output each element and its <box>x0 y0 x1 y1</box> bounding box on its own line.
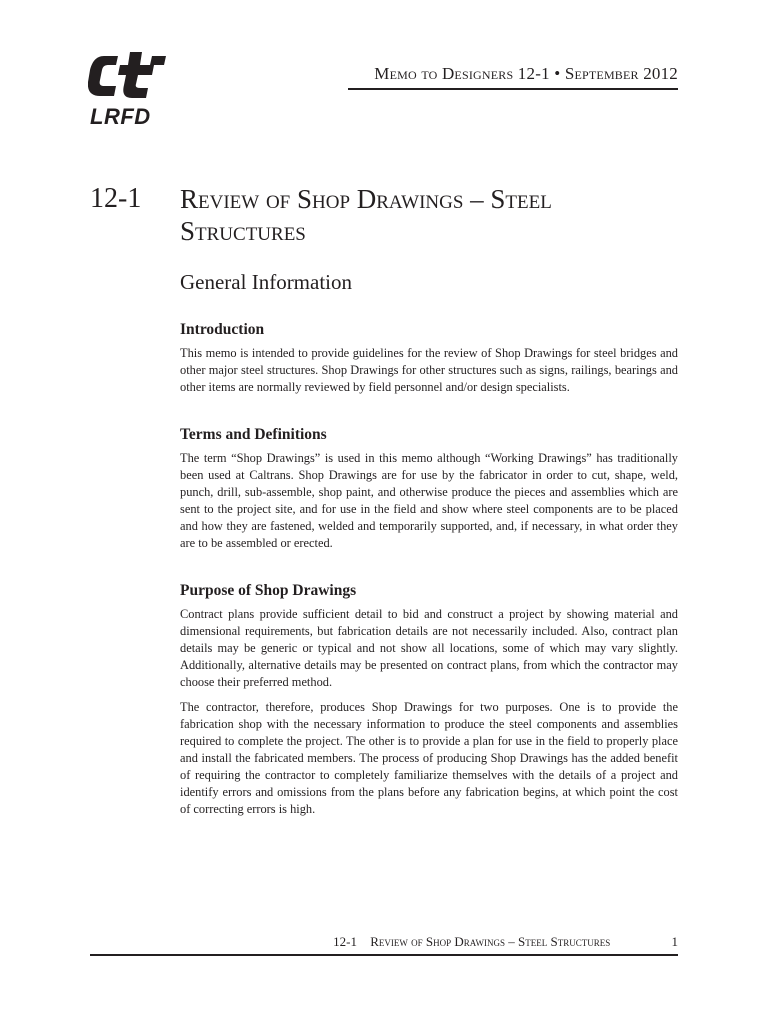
main-content <box>180 270 678 848</box>
caltrans-ct-logo-mark <box>88 52 168 102</box>
header-divider <box>348 88 678 90</box>
memo-header: Memo to Designers 12-1 • September 2012 <box>374 64 678 83</box>
purpose-paragraph-2: The contractor, therefore, produces Shop Drawings for two purposes. One is to provide the fabrication shop with the necessary information to produce the steel components and assemblies required to complete the project. The other is to provide a plan for use in the field to properly place and install the fabricated members. The process of producing Shop Drawings has the added benefit of requiring the contractor to completely familiarize themselves with the details of a project and identify errors and omissions from the plans before any fabrication begins, at which point the cost of correcting errors is high. <box>180 700 678 816</box>
purpose-heading: Purpose of Shop Drawings <box>180 582 357 599</box>
section-title: Review of Shop Drawings – Steel Structures <box>180 184 552 246</box>
purpose-section <box>180 582 678 818</box>
terms-definitions-heading: Terms and Definitions <box>180 426 327 443</box>
introduction-heading: Introduction <box>180 321 265 338</box>
terms-definitions-paragraph: The term “Shop Drawings” is used in this memo although “Working Drawings” has traditionally been used at Caltrans. Shop Drawings are for use by the fabricator in order to cut, shape, weld, punch, drill, sub-assemble, shop paint, and otherwise produce the pieces and assemblies which are sent to the project site, and for use in the field and show where steel components are to be placed and how they are fastened, welded and temporarily supported, and, if necessary, in what order they are to be assembled or erected. <box>180 451 678 550</box>
terms-definitions-section <box>180 426 678 552</box>
logo-text: LRFD <box>90 104 151 129</box>
footer-divider <box>90 954 678 956</box>
introduction-paragraph: This memo is intended to provide guidelines for the review of Shop Drawings for steel bridges and other major steel structures. Shop Drawings for other structures such as signs, railings, bearings and other items are normally reviewed by field personnel and/or design specialists. <box>180 346 678 394</box>
page-footer <box>278 934 678 950</box>
footer-section-number: 12-1 <box>333 934 357 949</box>
footer-section-title: Review of Shop Drawings – Steel Structures <box>370 934 611 949</box>
section-number: 12-1 <box>90 183 142 214</box>
purpose-paragraph-1: Contract plans provide sufficient detail to bid and construct a project by showing material and dimensional requirements, but fabrication details are not necessarily included. Also, contract plan details may be generic or typical and not show all locations, some of which may vary slightly. Additionally, alternative details may be presented on contract plans, from which the contractor may choose their preferred method. <box>180 607 678 689</box>
general-information-heading: General Information <box>180 270 353 294</box>
introduction-section <box>180 321 678 396</box>
caltrans-logo <box>88 52 168 128</box>
page-number: 1 <box>671 934 678 949</box>
